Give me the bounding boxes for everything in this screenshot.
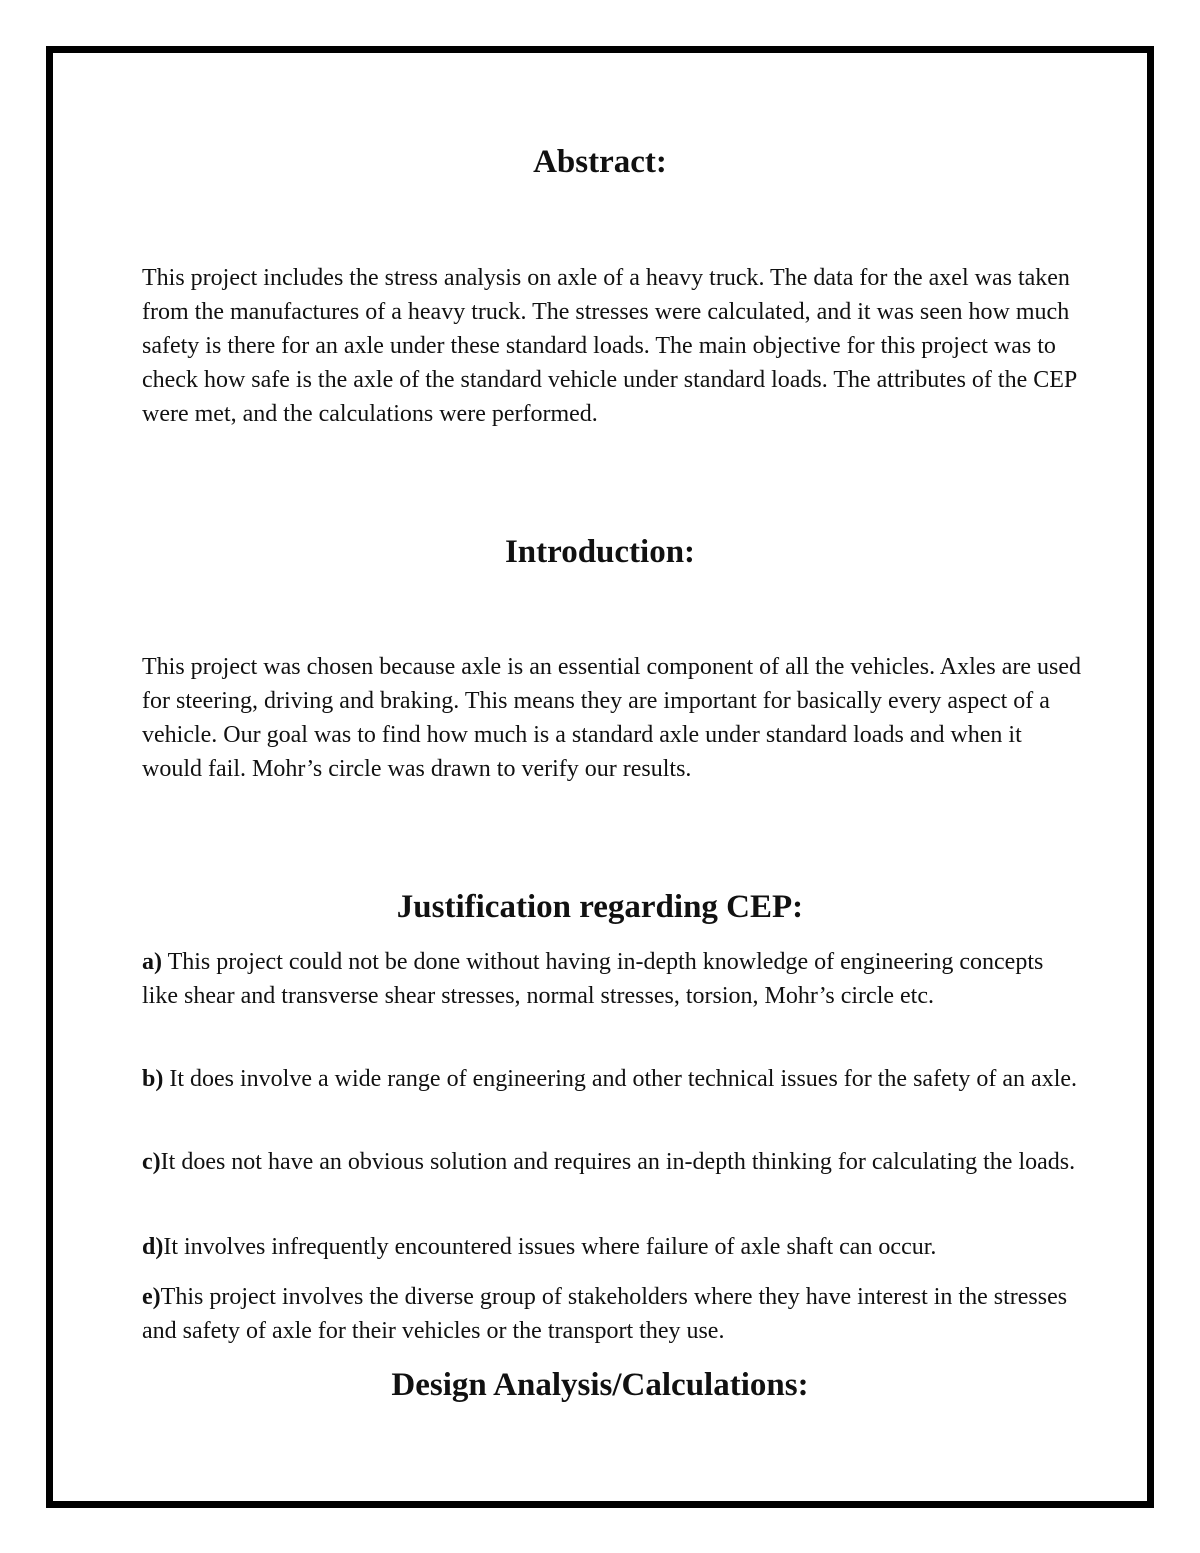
abstract-heading: Abstract: <box>533 144 667 180</box>
item-text: It involves infrequently encountered issues where failure of axle shaft can occur. <box>163 1234 937 1260</box>
item-letter: a) <box>142 949 162 975</box>
item-text: This project could not be done without having in-depth knowledge of engineering concepts like shear and transverse shear stresses, normal stresses, torsion, Mohr’s circle etc. <box>142 949 1044 1009</box>
design-heading: Design Analysis/Calculations: <box>391 1367 809 1403</box>
item-letter: e) <box>142 1284 161 1310</box>
justification-item-e <box>142 1280 1082 1348</box>
justification-item-c <box>142 1145 1082 1179</box>
justification-item-a <box>142 945 1082 1013</box>
justification-item-b <box>142 1062 1082 1096</box>
introduction-heading: Introduction: <box>504 534 696 570</box>
item-letter: c) <box>142 1149 161 1175</box>
item-letter: b) <box>142 1066 164 1092</box>
introduction-text: This project was chosen because axle is an essential component of all the vehicles. Axles are used for steering, driving and braking. This means they are important for basically every aspect of a vehicle. Our goal was to find how much is a standard axle under standard loads and when it would fail. Mohr’s circle was drawn to verify our results. <box>142 654 1082 782</box>
item-letter: d) <box>142 1234 164 1260</box>
justification-item-d <box>142 1230 1082 1264</box>
justification-heading: Justification regarding CEP: <box>396 889 804 925</box>
item-text: It does not have an obvious solution and requires an in-depth thinking for calculating the loads. <box>160 1149 1076 1175</box>
abstract-text: This project includes the stress analysis on axle of a heavy truck. The data for the axel was taken from the manufactures of a heavy truck. The stresses were calculated, and it was seen how much safety is there for an axle under these standard loads. The main objective for this project was to check how safe is the axle of the standard vehicle under standard loads. The attributes of the CEP were met, and the calculations were performed. <box>142 265 1077 427</box>
item-text: It does involve a wide range of engineering and other technical issues for the safety of an axle. <box>163 1066 1078 1092</box>
item-text: This project involves the diverse group of stakeholders where they have interest in the stresses and safety of axle for their vehicles or the transport they use. <box>142 1284 1068 1344</box>
